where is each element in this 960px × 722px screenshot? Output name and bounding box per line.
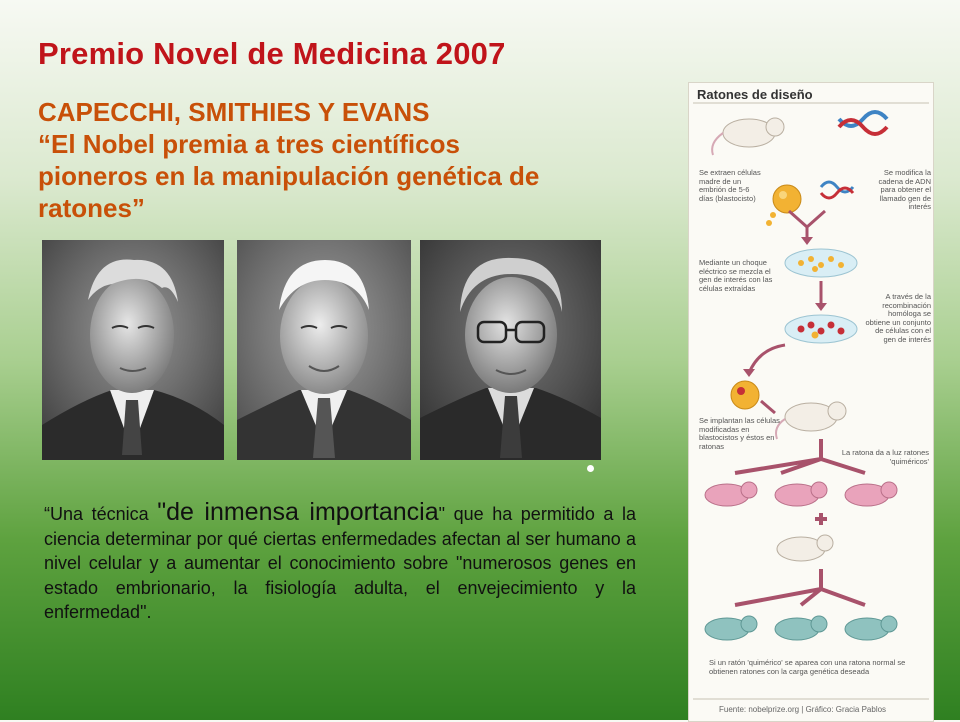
blastocyst-icon — [766, 185, 801, 226]
white-mouse-mate-icon — [777, 535, 833, 561]
female-mouse-icon — [776, 402, 846, 439]
note-step-2: Se modifica la cadena de ADN para obtener el llamado gen de interés — [878, 168, 931, 212]
dna-small-icon — [821, 182, 853, 198]
slide-title: Premio Novel de Medicina 2007 — [38, 36, 506, 71]
note-step-3: Mediante un choque eléctrico se mezcla el gen de interés con las células extraídas — [699, 258, 773, 293]
petri-dish-modified-icon — [785, 315, 857, 343]
chimera-mice-row — [705, 482, 897, 506]
portrait-smithies — [237, 240, 411, 460]
white-mouse-icon — [712, 118, 784, 155]
plus-icon — [815, 513, 827, 525]
quote-part-1: “Una técnica — [44, 504, 158, 524]
portrait-capecchi — [42, 240, 224, 460]
infographic-footer: Fuente: nobelprize.org | Gráfico: Gracia Pablos — [719, 705, 887, 714]
slide-subtitle — [38, 96, 668, 224]
note-step-5: Se implantan las células modificadas en blastocistos y éstos en ratonas — [699, 416, 780, 451]
blastocyst-modified-icon — [731, 381, 759, 409]
subtitle-names: CAPECCHI, SMITHIES Y EVANS — [38, 97, 430, 127]
bullet-dot — [587, 465, 594, 472]
transgenic-mice-row — [705, 616, 897, 640]
subtitle-line-1: “El Nobel premia a tres científicos — [38, 129, 460, 159]
merge-arrow-icon — [789, 211, 825, 227]
quote-paragraph — [44, 500, 636, 625]
quote-emphasis: "de inmensa importancia — [157, 498, 439, 526]
note-step-1: Se extraen células madre de un embrión de 5-6 días (blastocisto) — [699, 168, 761, 203]
portrait-evans — [420, 240, 601, 460]
note-step-4: A través de la recombinación homóloga se obtiene un conjunto de células con el gen de interés — [865, 292, 931, 344]
subtitle-line-3: ratones” — [38, 193, 145, 223]
note-step-6: La ratona da a luz ratones 'quiméricos' — [841, 448, 929, 466]
note-step-7: Si un ratón 'quimérico' se aparea con una ratona normal se obtienen ratones con la carga genética deseada — [709, 658, 906, 676]
dna-icon — [839, 112, 887, 134]
quote-part-2: " que ha permitido a la ciencia determinar por qué ciertas enfermedades afectan al ser humano a nivel celular y a aumentar el conocimiento sobre "numerosos genes en estado embrionario, la fisiología adulta, el envejecimiento y la enfermedad". — [44, 504, 636, 622]
petri-dish-icon — [785, 249, 857, 277]
infographic-title: Ratones de diseño — [697, 87, 813, 102]
infographic-panel — [688, 82, 934, 722]
subtitle-line-2: pioneros en la manipulación genética de — [38, 161, 540, 191]
